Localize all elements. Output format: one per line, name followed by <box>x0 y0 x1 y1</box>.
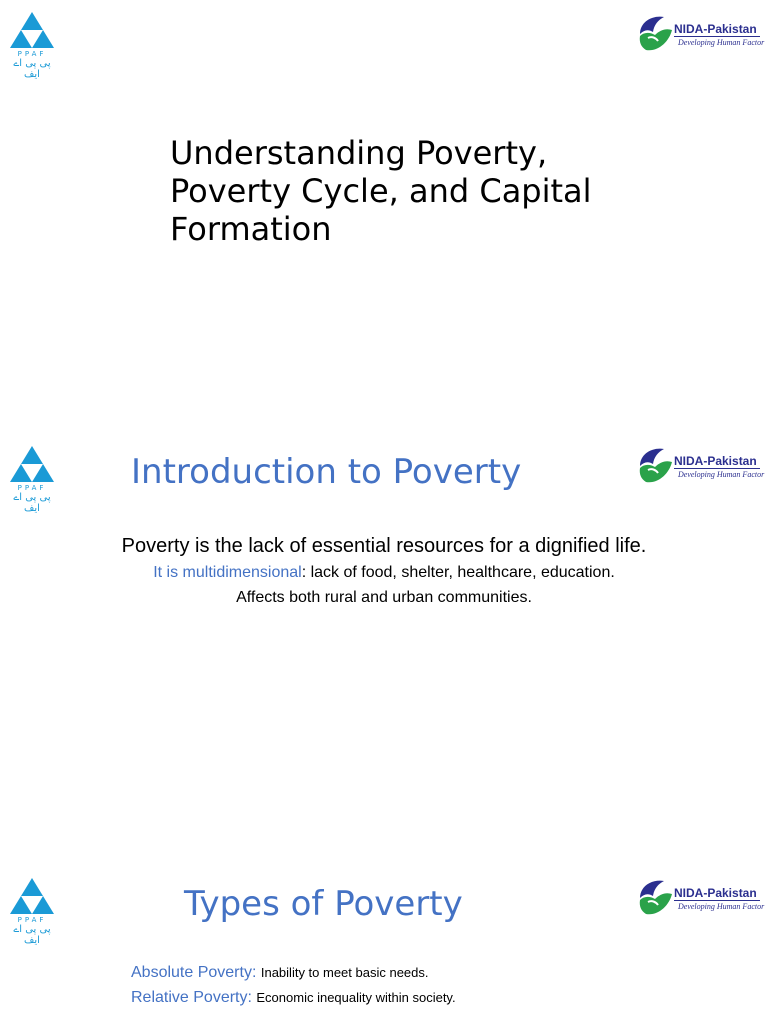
nida-mark-icon <box>636 878 674 920</box>
ppaf-urdu-text: پی پی اے ایف <box>13 924 51 946</box>
multidimensional-rest: : lack of food, shelter, healthcare, education. <box>301 564 615 581</box>
nida-tagline: Developing Human Factor <box>678 902 765 911</box>
presentation-title <box>170 134 690 248</box>
nida-divider <box>674 468 760 469</box>
nida-tagline: Developing Human Factor <box>678 470 765 479</box>
list-item <box>131 964 429 982</box>
nida-name: NIDA-Pakistan <box>674 886 757 900</box>
nida-divider <box>674 36 760 37</box>
ppaf-letters: PPAF <box>17 916 47 924</box>
poverty-type-term: Relative Poverty: <box>131 989 252 1006</box>
nida-logo <box>636 446 765 490</box>
nida-name: NIDA-Pakistan <box>674 454 757 468</box>
poverty-type-description: Inability to meet basic needs. <box>260 965 429 980</box>
nida-logo <box>636 14 765 58</box>
ppaf-logo <box>8 876 56 946</box>
slide-introduction <box>0 432 768 864</box>
poverty-type-term: Absolute Poverty: <box>131 964 257 981</box>
nida-name: NIDA-Pakistan <box>674 22 757 36</box>
slide-title <box>0 0 768 432</box>
nida-divider <box>674 900 760 901</box>
slide-heading: Introduction to Poverty <box>131 452 522 492</box>
definition-text: Poverty is the lack of essential resources for a dignified life. <box>121 535 647 557</box>
nida-tagline: Developing Human Factor <box>678 38 765 47</box>
nida-mark-icon <box>636 14 674 56</box>
title-line: Understanding Poverty, <box>170 134 548 172</box>
ppaf-urdu-text: پی پی اے ایف <box>13 58 51 80</box>
ppaf-letters: PPAF <box>17 484 47 492</box>
nida-logo <box>636 878 765 922</box>
ppaf-letters: PPAF <box>17 50 47 58</box>
list-item <box>131 989 456 1007</box>
ppaf-triangle-icon <box>8 444 56 484</box>
multidimensional-text <box>0 564 768 582</box>
ppaf-triangle-icon <box>8 876 56 916</box>
ppaf-logo <box>8 10 56 80</box>
nida-mark-icon <box>636 446 674 488</box>
ppaf-logo <box>8 444 56 514</box>
ppaf-triangle-icon <box>8 10 56 50</box>
ppaf-urdu-text: پی پی اے ایف <box>13 492 51 514</box>
slide-heading: Types of Poverty <box>184 884 463 924</box>
poverty-type-description: Economic inequality within society. <box>256 990 456 1005</box>
communities-text: Affects both rural and urban communities. <box>236 589 532 606</box>
slide-types <box>0 864 768 1024</box>
title-line: Formation <box>170 210 332 248</box>
title-line: Poverty Cycle, and Capital <box>170 172 592 210</box>
multidimensional-accent: It is multidimensional <box>153 564 302 581</box>
